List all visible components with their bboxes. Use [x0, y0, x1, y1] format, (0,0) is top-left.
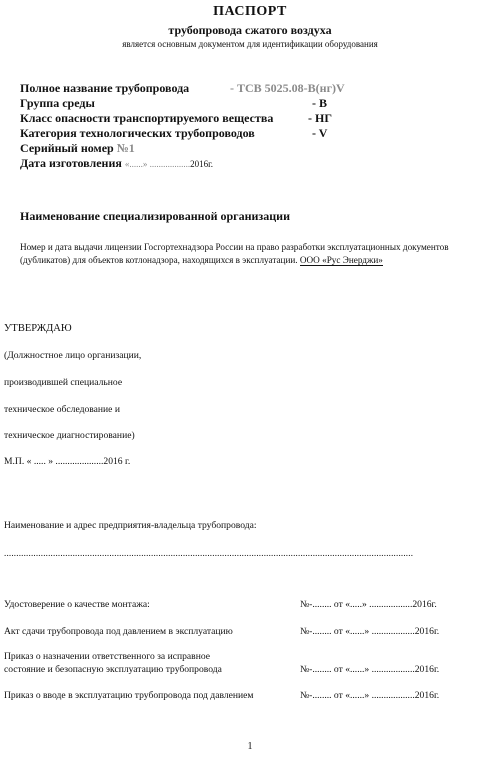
field-label: Дата изготовления	[20, 156, 122, 170]
field-full-name	[20, 81, 345, 96]
approval-line: (Должностное лицо организации,	[4, 350, 142, 361]
field-value: №1	[116, 141, 135, 155]
cert-commissioning-number: №-........ от «......» ..................2016г.	[300, 690, 440, 701]
organization-heading: Наименование специализированной организации	[20, 209, 290, 223]
field-value: - V	[312, 126, 328, 140]
cert-acceptance-label: Акт сдачи трубопровода под давлением в эксплуатацию	[4, 626, 233, 637]
owner-label: Наименование и адрес предприятия-владельца трубопровода:	[4, 520, 257, 531]
field-label: Полное название трубопровода	[20, 81, 190, 95]
field-media-group	[20, 96, 327, 111]
page-number: 1	[247, 741, 253, 752]
cert-responsible-label-line1: Приказ о назначении ответственного за исправное	[4, 651, 210, 662]
document-title: ПАСПОРТ	[213, 4, 287, 19]
document-subtitle: трубопровода сжатого воздуха	[168, 23, 332, 37]
approval-title: УТВЕРЖДАЮ	[4, 323, 72, 334]
approval-line: техническое диагностирование)	[4, 430, 135, 441]
field-label: Группа среды	[20, 96, 95, 110]
license-description: Номер и дата выдачи лицензии Госгортехнадзора России на право разработки эксплуатационных документов (дубликатов) для объектов котлонадзора, находящихся в эксплуатации.	[20, 242, 449, 265]
field-manufacture-date	[20, 156, 213, 171]
approval-line: техническое обследование и	[4, 404, 120, 415]
field-value: - ТСВ 5025.08-В(нг)V	[230, 81, 345, 95]
cert-acceptance-number: №-........ от «......» ..................2016г.	[300, 626, 440, 637]
field-label: Категория технологических трубопроводов	[20, 126, 255, 140]
field-label: Серийный номер	[20, 141, 114, 155]
organization-text	[20, 241, 450, 267]
field-serial-number	[20, 141, 135, 156]
field-value: - НГ	[308, 111, 332, 125]
cert-installation-number: №-........ от «.....» ..................2016г.	[300, 599, 437, 610]
organization-name: ООО «Рус Энерджи»	[299, 255, 383, 265]
field-label: Класс опасности транспортируемого вещества	[20, 111, 274, 125]
field-value: - В	[312, 96, 327, 110]
cert-installation-label: Удостоверение о качестве монтажа:	[4, 599, 150, 610]
field-value-year: 2016г.	[190, 159, 214, 169]
document-note: является основным документом для идентификации оборудования	[122, 39, 378, 49]
stamp-date: М.П. « ..... » ....................2016 г.	[4, 456, 131, 467]
field-pipeline-category	[20, 126, 328, 141]
field-hazard-class	[20, 111, 332, 126]
cert-commissioning-label: Приказ о вводе в эксплуатацию трубопровода под давлением	[4, 690, 254, 701]
owner-fill-line: .......................................................................................................................................................................	[4, 548, 414, 558]
cert-responsible-label-line2: состояние и безопасную эксплуатацию трубопровода	[4, 664, 222, 675]
cert-responsible-number: №-........ от «......» ..................2016г.	[300, 664, 440, 675]
approval-line: производившей специальное	[4, 377, 123, 388]
field-value-dots: «......» ..................	[124, 159, 191, 169]
